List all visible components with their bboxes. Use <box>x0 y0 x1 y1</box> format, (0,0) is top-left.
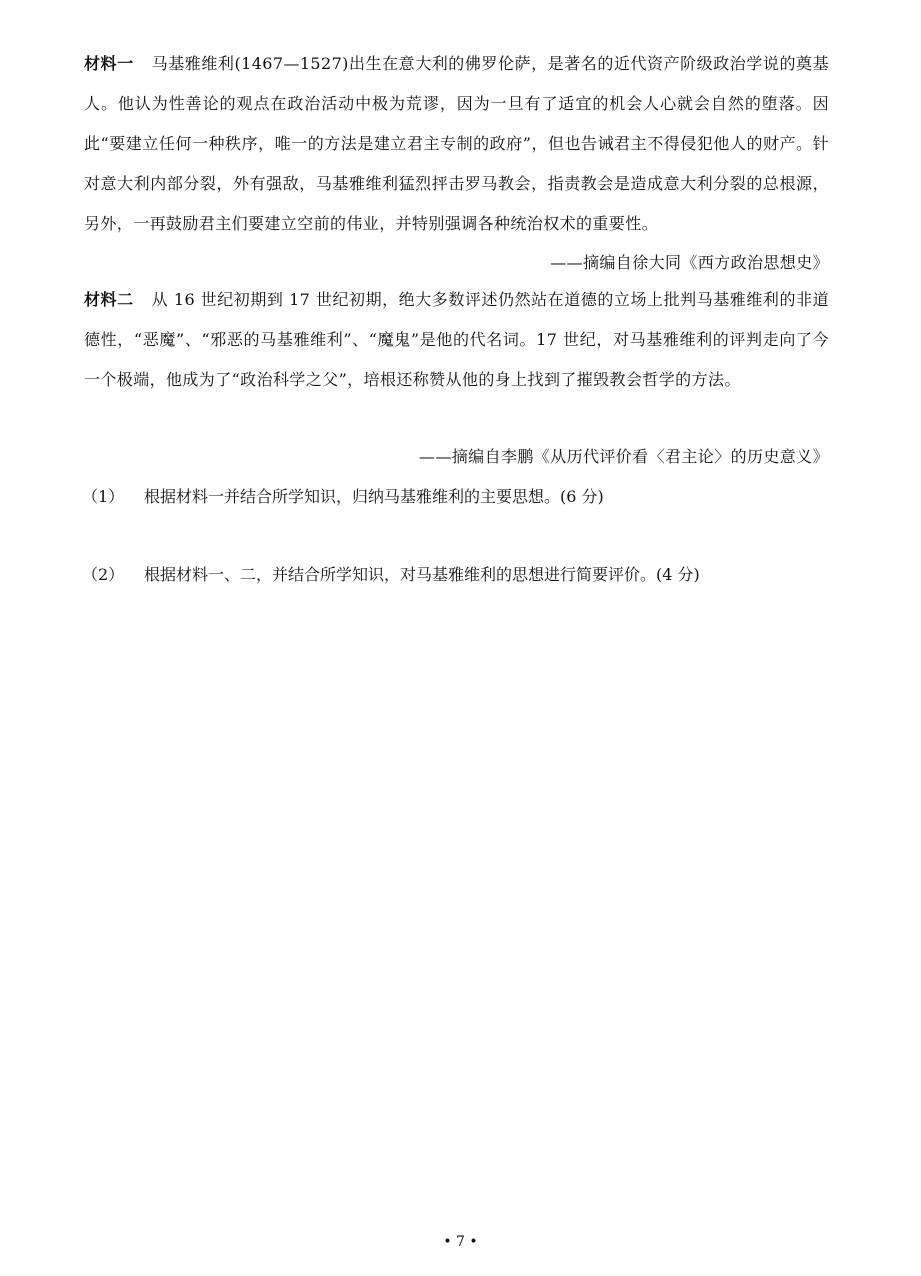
question-one <box>82 482 604 512</box>
material-one-paragraph <box>84 44 829 244</box>
material-one-text: 马基雅维利(1467—1527)出生在意大利的佛罗伦萨，是著名的近代资产阶级政治学说的奠基人。他认为性善论的观点在政治活动中极为荒谬，因为一旦有了适宜的机会人心就会自然的堕落。因此“要建立任何一种秩序，唯一的方法是建立君主专制的政府”，但也告诫君主不得侵犯他人的财产。针对意大利内部分裂，外有强敌，马基雅维利猛烈抨击罗马教会，指责教会是造成意大利分裂的总根源，另外，一再鼓励君主们要建立空前的伟业，并特别强调各种统治权术的重要性。 <box>84 54 829 233</box>
material-two-text: 从 16 世纪初期到 17 世纪初期，绝大多数评述仍然站在道德的立场上批判马基雅维利的非道德性，“恶魔”、“邪恶的马基雅维利”、“魔鬼”是他的代名词。17 世纪，对马基雅维利的评判走向了今一个极端，他成为了“政治科学之父”，培根还称赞从他的身上找到了摧毁教会哲学的方法。 <box>84 290 829 389</box>
material-two-label: 材料二 <box>84 290 134 309</box>
question-one-text: 根据材料一并结合所学知识，归纳马基雅维利的主要思想。(6 分) <box>144 487 604 506</box>
question-two-number: （2） <box>82 565 125 584</box>
question-two <box>82 560 700 590</box>
material-one-source: ——摘编自徐大同《西方政治思想史》 <box>550 253 829 272</box>
material-one-label: 材料一 <box>84 54 134 73</box>
question-one-number: （1） <box>82 487 125 506</box>
material-two-source: ——摘编自李鹏《从历代评价看〈君主论〉的历史意义》 <box>418 447 829 466</box>
question-two-text: 根据材料一、二，并结合所学知识，对马基雅维利的思想进行简要评价。(4 分) <box>144 565 700 584</box>
page-number: • 7 • <box>443 1234 478 1250</box>
material-two-paragraph <box>84 280 829 400</box>
